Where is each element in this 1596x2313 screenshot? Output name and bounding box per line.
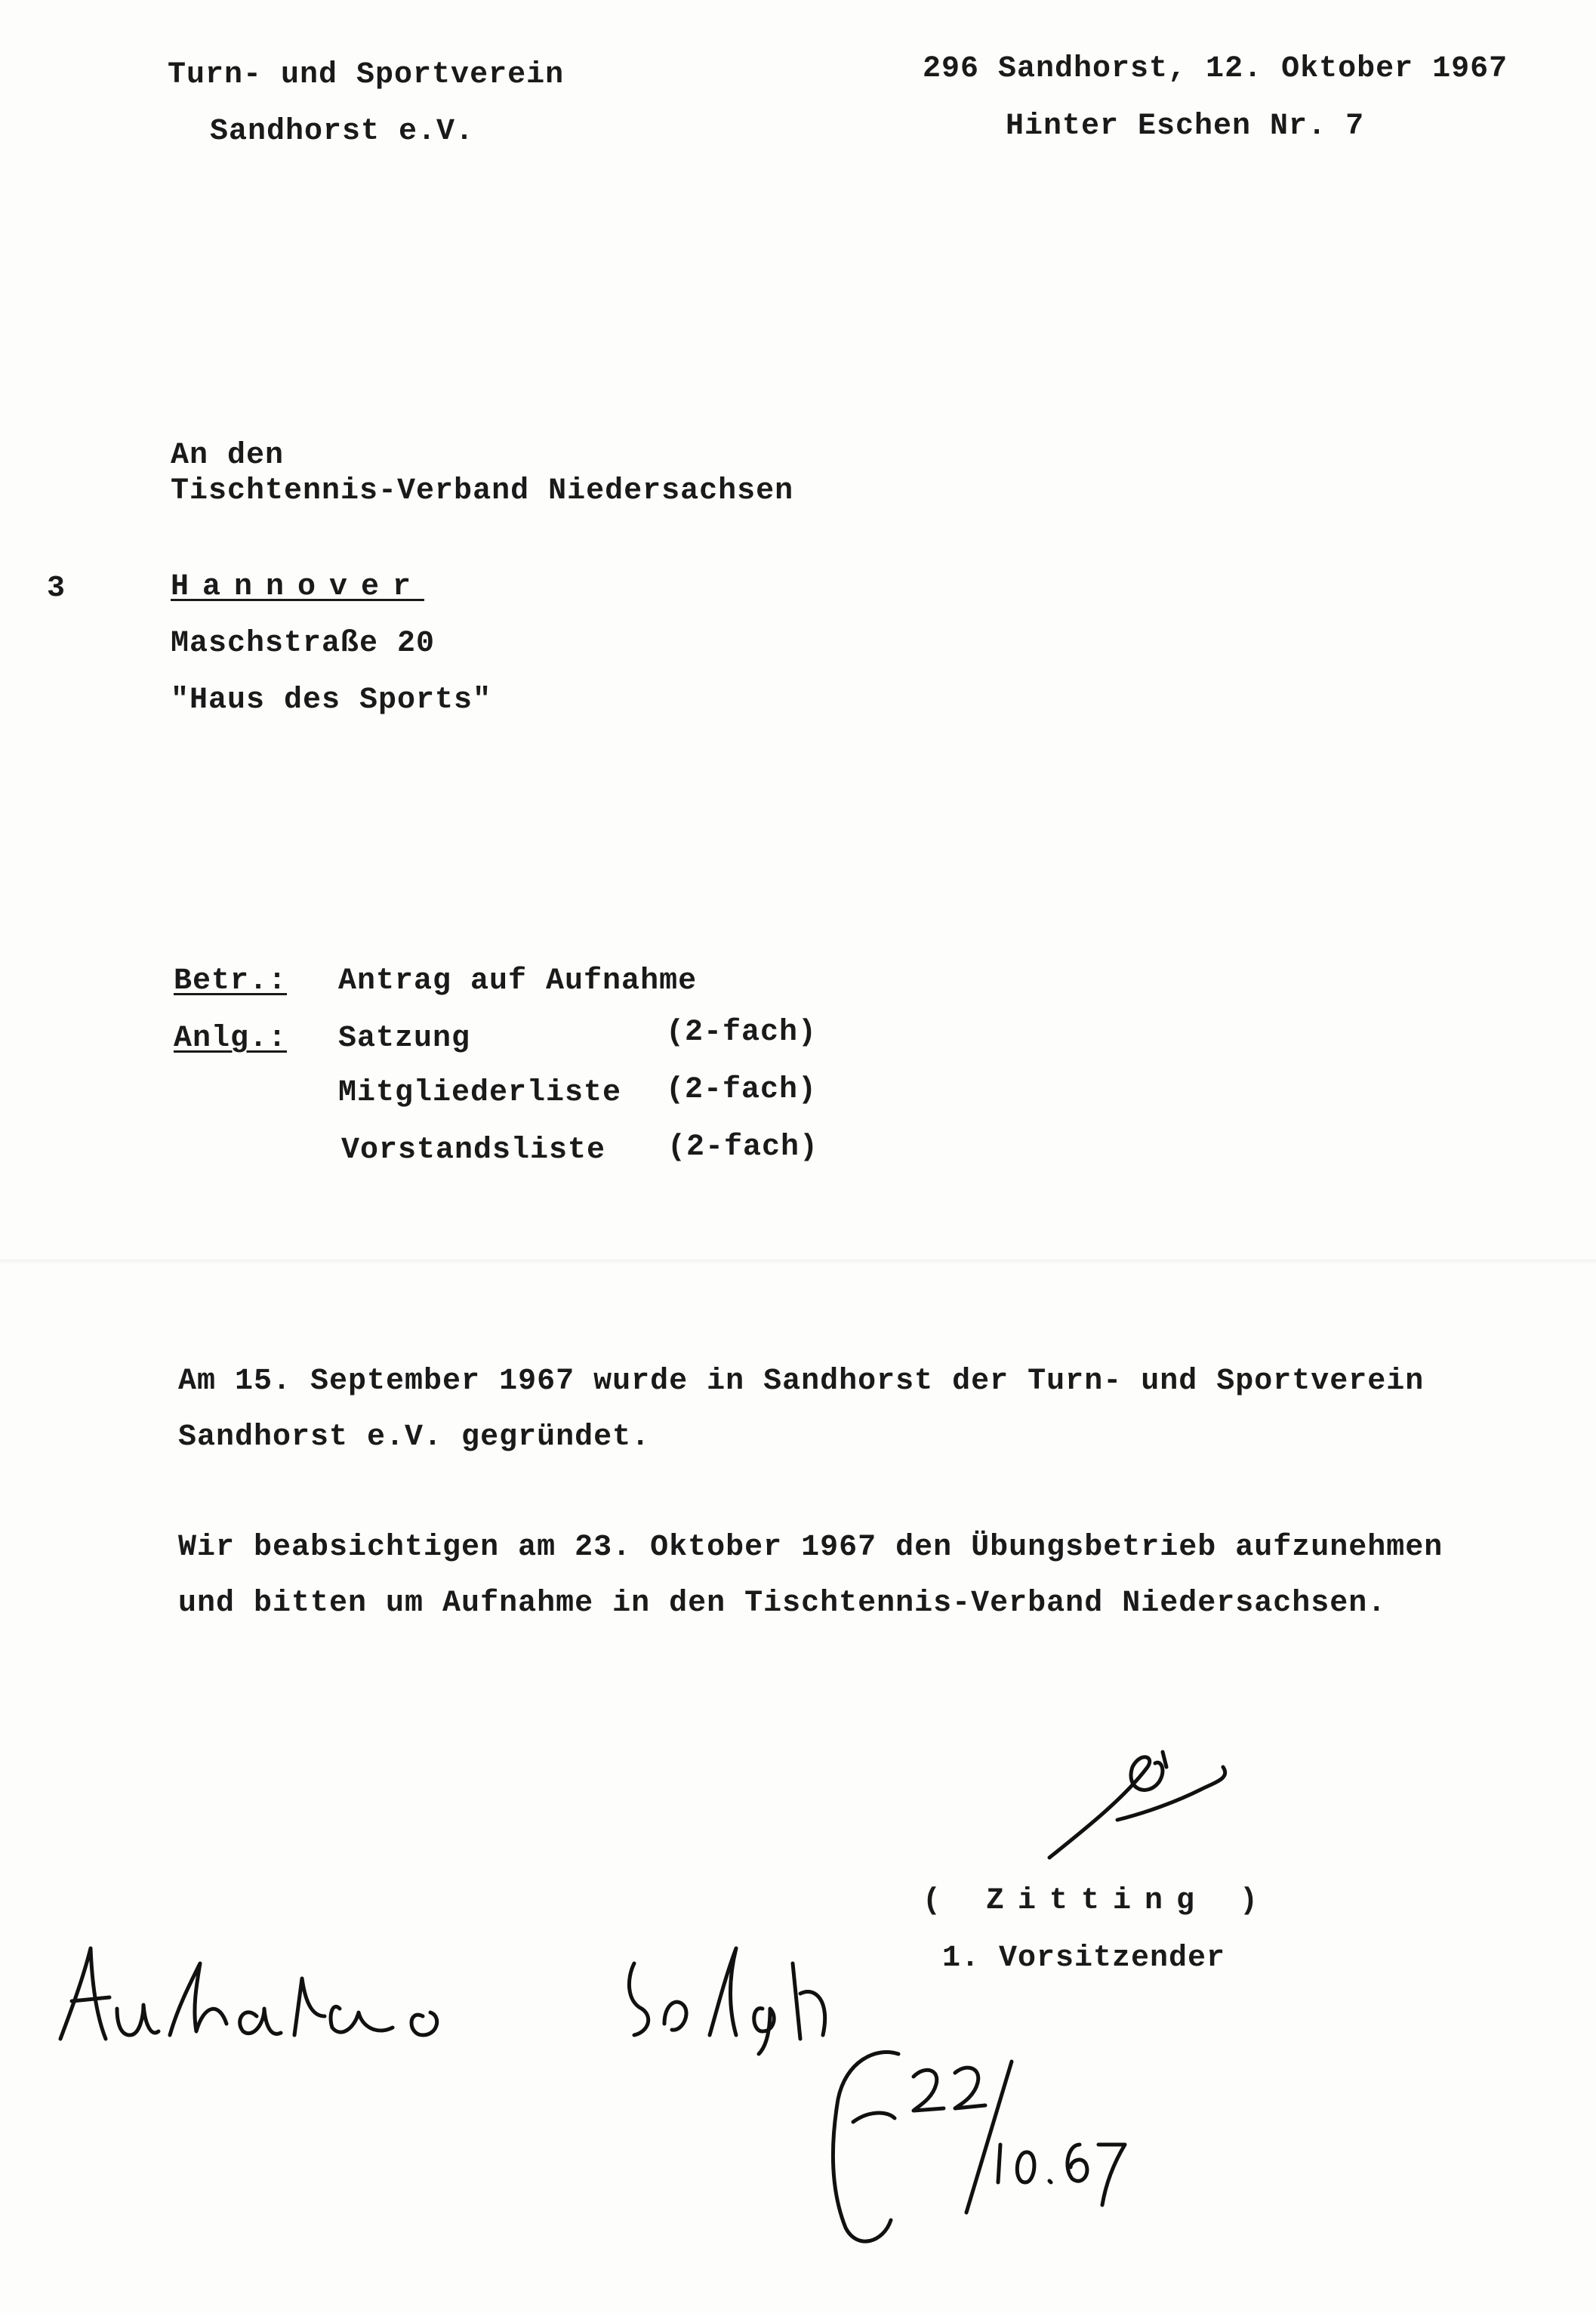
paper-fold xyxy=(0,1260,1596,1264)
recipient-building: "Haus des Sports" xyxy=(171,683,492,717)
subject-text: Antrag auf Aufnahme xyxy=(338,964,698,998)
body-para2-line1: Wir beabsichtigen am 23. Oktober 1967 den Übungsbetrieb aufzunehmen xyxy=(178,1531,1443,1565)
sender-org-line2: Sandhorst e.V. xyxy=(210,115,475,149)
body-para1-line1: Am 15. September 1967 wurde in Sandhorst der Turn- und Sportverein xyxy=(178,1365,1425,1399)
recipient-postal-code: 3 xyxy=(47,572,66,606)
place-date: 296 Sandhorst, 12. Oktober 1967 xyxy=(923,52,1508,86)
handwritten-note xyxy=(45,1933,914,2062)
subject-label: Betr.: xyxy=(174,964,288,998)
attachment-item-name: Satzung xyxy=(338,1022,471,1056)
attachment-item-copies: (2-fach) xyxy=(666,1073,818,1107)
attachment-item-name: Vorstandsliste xyxy=(341,1133,606,1167)
recipient-city: Hannover xyxy=(171,570,425,604)
sender-street: Hinter Eschen Nr. 7 xyxy=(1006,109,1365,143)
body-para2-line2: und bitten um Aufnahme in den Tischtennis-Verband Niedersachsen. xyxy=(178,1587,1387,1621)
recipient-line2: Tischtennis-Verband Niedersachsen xyxy=(171,474,794,508)
recipient-street: Maschstraße 20 xyxy=(171,627,436,661)
attachment-item-copies: (2-fach) xyxy=(666,1016,818,1050)
body-para1-line2: Sandhorst e.V. gegründet. xyxy=(178,1420,651,1454)
handwritten-signature xyxy=(1027,1737,1253,1873)
attachment-item-name: Mitgliederliste xyxy=(338,1076,622,1110)
signature-title: 1. Vorsitzender xyxy=(942,1941,1226,1975)
handwritten-initials-date xyxy=(800,2031,1178,2258)
attachment-item-copies: (2-fach) xyxy=(667,1130,819,1164)
recipient-line1: An den xyxy=(171,439,285,473)
attachments-label: Anlg.: xyxy=(174,1022,288,1056)
sender-org-line1: Turn- und Sportverein xyxy=(168,58,565,92)
signature-name: ( Zitting ) xyxy=(923,1884,1272,1918)
